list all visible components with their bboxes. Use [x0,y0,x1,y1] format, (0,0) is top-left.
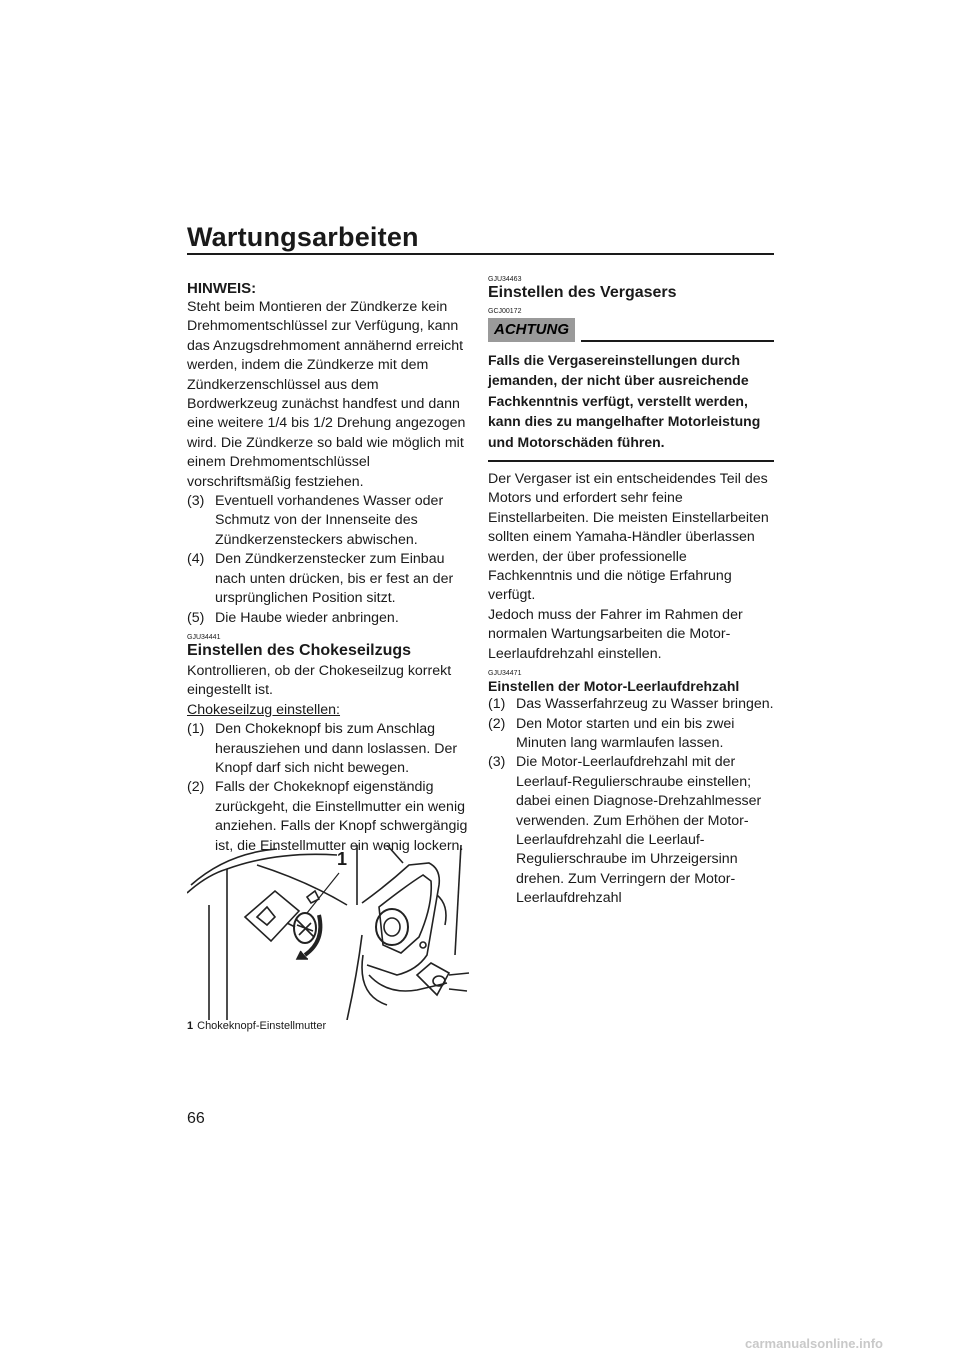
step-text: Das Wasserfahrzeug zu Wasser bringen. [516,696,774,713]
warning-code: GCJ00172 [488,308,522,315]
page-number: 66 [187,1110,205,1127]
section-title-carburetor: Einstellen des Vergasers [488,284,677,301]
step-text: Den Chokeknopf bis zum Anschlag herausziehen und dann loslassen. Der Knopf darf sich nicht bewegen. [215,721,458,776]
idle-step-list [488,695,774,908]
list-item [187,492,472,550]
step-number: (1) [488,696,506,713]
note-text: Steht beim Montieren der Zündkerze kein Drehmomentschlüssel zur Verfügung, kann das Anzugsdrehmoment annähernd erreicht werden, indem die Zündkerze mit dem Zündkerzenschlüssel aus dem Bordwerkzeug zunächst handfest und dann eine weitere 1/4 bis 1/2 Drehung angezogen wird. Die Zündkerze so bald wie möglich mit einem Drehmomentschlüssel vorschriftsmäßig festziehen. [187,299,466,490]
step-number: (1) [187,721,205,738]
carburetor-paragraph-2: Jedoch muss der Fahrer im Rahmen der normalen Wartungsarbeiten die Motor-Leerlaufdrehzahl einstellen. [488,606,743,662]
caption-text: Chokeknopf-Einstellmutter [197,1020,327,1032]
choke-step-list [187,720,472,856]
step-text: Den Motor starten und ein bis zwei Minuten lang warmlaufen lassen. [516,715,735,751]
step-text: Die Haube wieder anbringen. [215,609,399,626]
list-item [488,695,774,714]
step-number: (2) [488,715,506,732]
right-column [488,276,774,909]
list-item [488,715,774,754]
title-rule [187,253,774,255]
note-label: HINWEIS: [187,280,257,297]
step-number: (4) [187,551,205,568]
warning-header [488,318,774,342]
warning-text: Falls die Vergasereinstellungen durch jemanden, der nicht über ausreichende Fachkenntnis verfügt, verstellt werden, kann dies zu mangelhafter Motorleistung und Motorschäden führen. [488,352,761,450]
warning-badge: ACHTUNG [488,318,575,342]
step-number: (3) [488,754,506,771]
step-number: (2) [187,779,205,796]
choke-subheading: Chokeseilzug einstellen: [187,701,341,718]
section-code: GJU34441 [187,633,221,641]
page-title: Wartungsarbeiten [187,222,419,252]
watermark: carmanualsonline.info [745,1336,883,1351]
figure-callout-number: 1 [337,849,348,869]
list-item [187,609,472,628]
step-list [187,492,472,628]
step-text: Den Zündkerzenstecker zum Einbau nach unten drücken, bis er fest an der ursprünglichen Position sitzt. [215,551,454,607]
caption-number: 1 [187,1020,194,1032]
list-item [488,753,774,908]
carburetor-paragraph-1: Der Vergaser ist ein entscheidendes Teil des Motors und erfordert sehr feine Einstellarbeiten. Die meisten Einstellarbeiten sollten einem Yamaha-Händler überlassen werden, der über professionelle Fachkenntnis und die nötige Erfahrung verfügt. [488,471,769,604]
warning-bottom-rule [488,460,774,462]
section-code: GJU34463 [488,276,522,283]
choke-intro: Kontrollieren, ob der Chokeseilzug korrekt eingestellt ist. [187,662,452,699]
section-title-idle-speed: Einstellen der Motor-Leerlaufdrehzahl [488,678,740,695]
figure-caption [187,1020,326,1032]
list-item [187,720,472,778]
section-code: GJU34471 [488,670,522,678]
choke-illustration [187,845,471,1020]
step-text: Falls der Chokeknopf eigenständig zurückgeht, die Einstellmutter ein wenig anziehen. Falls der Knopf schwergängig ist, die Einstellmutter ein wenig lockern. [215,779,468,854]
step-text: Eventuell vorhandenes Wasser oder Schmutz von der Innenseite des Zündkerzensteckers abwischen. [215,493,444,548]
step-number: (3) [187,493,205,510]
section-title-choke: Einstellen des Chokeseilzugs [187,641,412,659]
step-text: Die Motor-Leerlaufdrehzahl mit der Leerlauf-Regulierschraube einstellen; dabei einen Diagnose-Drehzahlmesser verwenden. Zum Erhöhen der Motor-Leerlaufdrehzahl die Leerlauf-Regulierschraube im Uhrzeigersinn drehen. Zum Verringern der Motor-Leerlaufdrehzahl [516,754,762,907]
warning-rule [581,340,774,342]
step-number: (5) [187,609,205,626]
list-item [187,550,472,608]
left-column [187,276,472,856]
